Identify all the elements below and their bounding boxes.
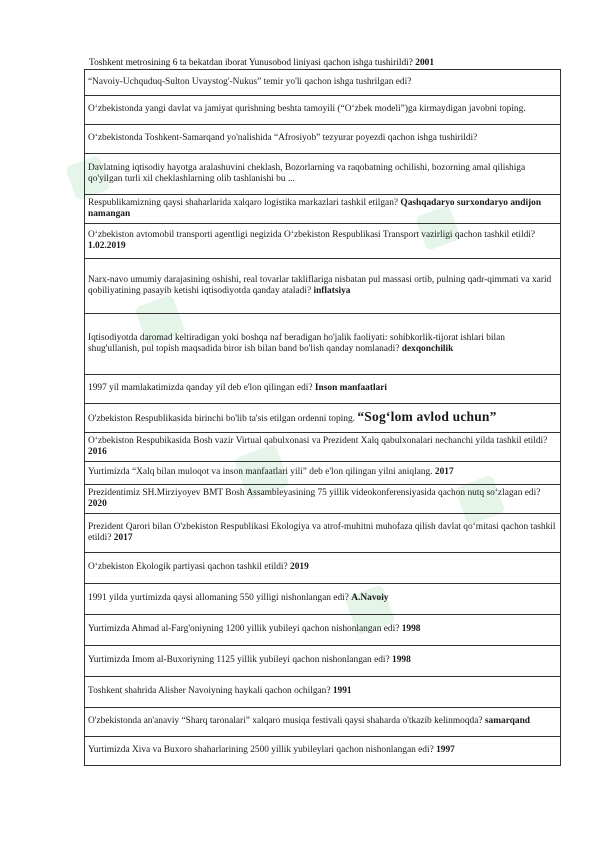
table-row [85,646,561,677]
question-text: Prezidentimiz SH.Mirziyoyev BMT Bosh Assambleyasining 75 yillik videokonferensiyasida qachon nutq so‘zlagan edi? [88,487,541,498]
answer-text: Qashqadaryo surxondaryo andijon namangan [88,197,542,219]
table-row [85,433,561,462]
answer-text: 1997 [436,745,455,756]
table-row [85,314,561,375]
answer-text: 2020 [88,499,107,509]
question-text: Davlatning iqtisodiy hayotga aralashuvini cheklash, Bozorlarning va raqobatning ochilishi, bozorning amal qilishiga qo'yilgan turli xil cheklashlarning olib tashlanishi bu ... [88,162,526,184]
answer-text: 2019 [290,562,309,573]
answer-text: inflatsiya [313,286,351,296]
answer-text: A.Navoiy [351,593,389,604]
question-text: O'zbekiston Respublikasida birinchi bo'lib ta'sis etilgan ordenni toping. [88,413,356,424]
answer-text: dexqonchilik [401,344,454,354]
answer-text: 2017 [434,467,454,478]
question-text: O‘zbekistonda Toshkent-Samarqand yo'nalishida “Afrosiyob” tezyurar poyezdi qachon ishga tushirildi? [88,133,478,144]
question-text: Yurtimizda Ahmad al-Farg'oniyning 1200 yillik yubileyi qachon nishonlangan edi? [88,624,400,635]
question-text: 1997 yil mamlakatimizda qanday yil deb e'lon qilingan edi? [88,383,313,394]
table-row [85,375,561,404]
answer-text: 2017 [113,533,133,543]
question-text: Respublikamizning qaysi shaharlarida xalqaro logistika markazlari tashkil etilgan? [88,197,399,208]
table-row [85,154,561,195]
question-text: O'zbekistonda an'anaviy “Sharq taronalari” xalqaro musiqa festivali qaysi shaharda o'tkazib kelinmoqda? [88,716,483,727]
question-text: Yurtimizda Xiva va Buxoro shaharlarining 2500 yillik yubileylari qachon nishonlangan edi? [88,745,434,756]
intro-question [89,57,569,69]
question-text: O‘zbekiston Respubikasida Bosh vazir Virtual qabulxonasi va Prezident Xalq qabulxonalari nechanchi yilda tashkil etildi? [88,435,548,446]
table-row [85,615,561,646]
intro-answer: 2001 [415,58,435,68]
question-text: Prezident Qarori bilan O'zbekiston Respublikasi Ekologiya va atrof-muhitni muhofaza qilish davlat qo‘mitasi qachon tashkil etildi? [88,521,556,543]
table-row [85,125,561,154]
answer-text: 1.02.2019 [88,241,126,251]
answer-text: samarqand [484,716,531,727]
table-row [85,195,561,224]
answer-text: “Sog‘lom avlod uchun” [357,408,497,424]
table-row [85,96,561,125]
question-text: Toshkent shahrida Alisher Navoiyning haykali qachon ochilgan? [88,686,331,697]
table-row [85,737,561,766]
answer-text: 1998 [401,624,421,635]
table-row [85,514,561,553]
question-text: Narx-navo umumiy darajasining oshishi, real tovarlar takliflariga nisbatan pul massasi ortib, pulning qadr-qimmati va xarid qobiliyatining pasayib ketishi iqtisodiyotda qanday ataladi? [88,274,552,296]
table-row [85,404,561,433]
table-row [85,70,561,96]
question-text: “Navoiy-Uchquduq-Sulton Uvaystog'-Nukus” temir yo'li qachon ishga tushrilgan edi? [88,76,412,87]
question-text: O‘zbekiston avtomobil transporti agentligi negizida O‘zbekiston Respublikasi Transport vazirligi qachon tashkil etildi? [88,229,536,240]
table-row [85,677,561,708]
table-row [85,584,561,615]
intro-question-text: Toshkent metrosining 6 ta bekatdan iborat Yunusobod liniyasi qachon ishga tushirildi? [89,58,413,68]
question-text: Yurtimizda Imom al-Buxoriyning 1125 yillik yubileyi qachon nishonlangan edi? [88,655,390,666]
table-row [85,553,561,584]
question-text: Yurtimizda “Xalq bilan muloqot va inson manfaatlari yili” deb e'lon qilingan yilni aniqlang. [88,467,433,478]
table-row [85,708,561,737]
questions-table [84,69,561,766]
question-text: Iqtisodiyotda daromad keltiradigan yoki boshqa naf beradigan ho'jalik faoliyati: sohibkorlik-tijorat ishlari bilan shug'ullanish, pul topish maqsadida biror ish bilan band bo'lish qanday nomlanadi? [88,332,505,354]
answer-text: Inson manfaatlari [314,383,388,394]
answer-text: 1991 [332,686,352,697]
answer-text: 1998 [392,655,411,666]
question-text: 1991 yilda yurtimizda qaysi allomaning 550 yilligi nishonlangan edi? [88,593,349,604]
table-row [85,485,561,514]
question-text: O‘zbekistonda yangi davlat va jamiyat qurishning beshta tamoyili (“O‘zbek modeli”)ga kirmaydigan javobni toping. [88,104,526,115]
answer-text: 2016 [88,447,107,457]
table-row [85,224,561,259]
table-row [85,462,561,485]
table-row [85,259,561,314]
question-text: O‘zbekiston Ekologik partiyasi qachon tashkil etildi? [88,562,288,573]
